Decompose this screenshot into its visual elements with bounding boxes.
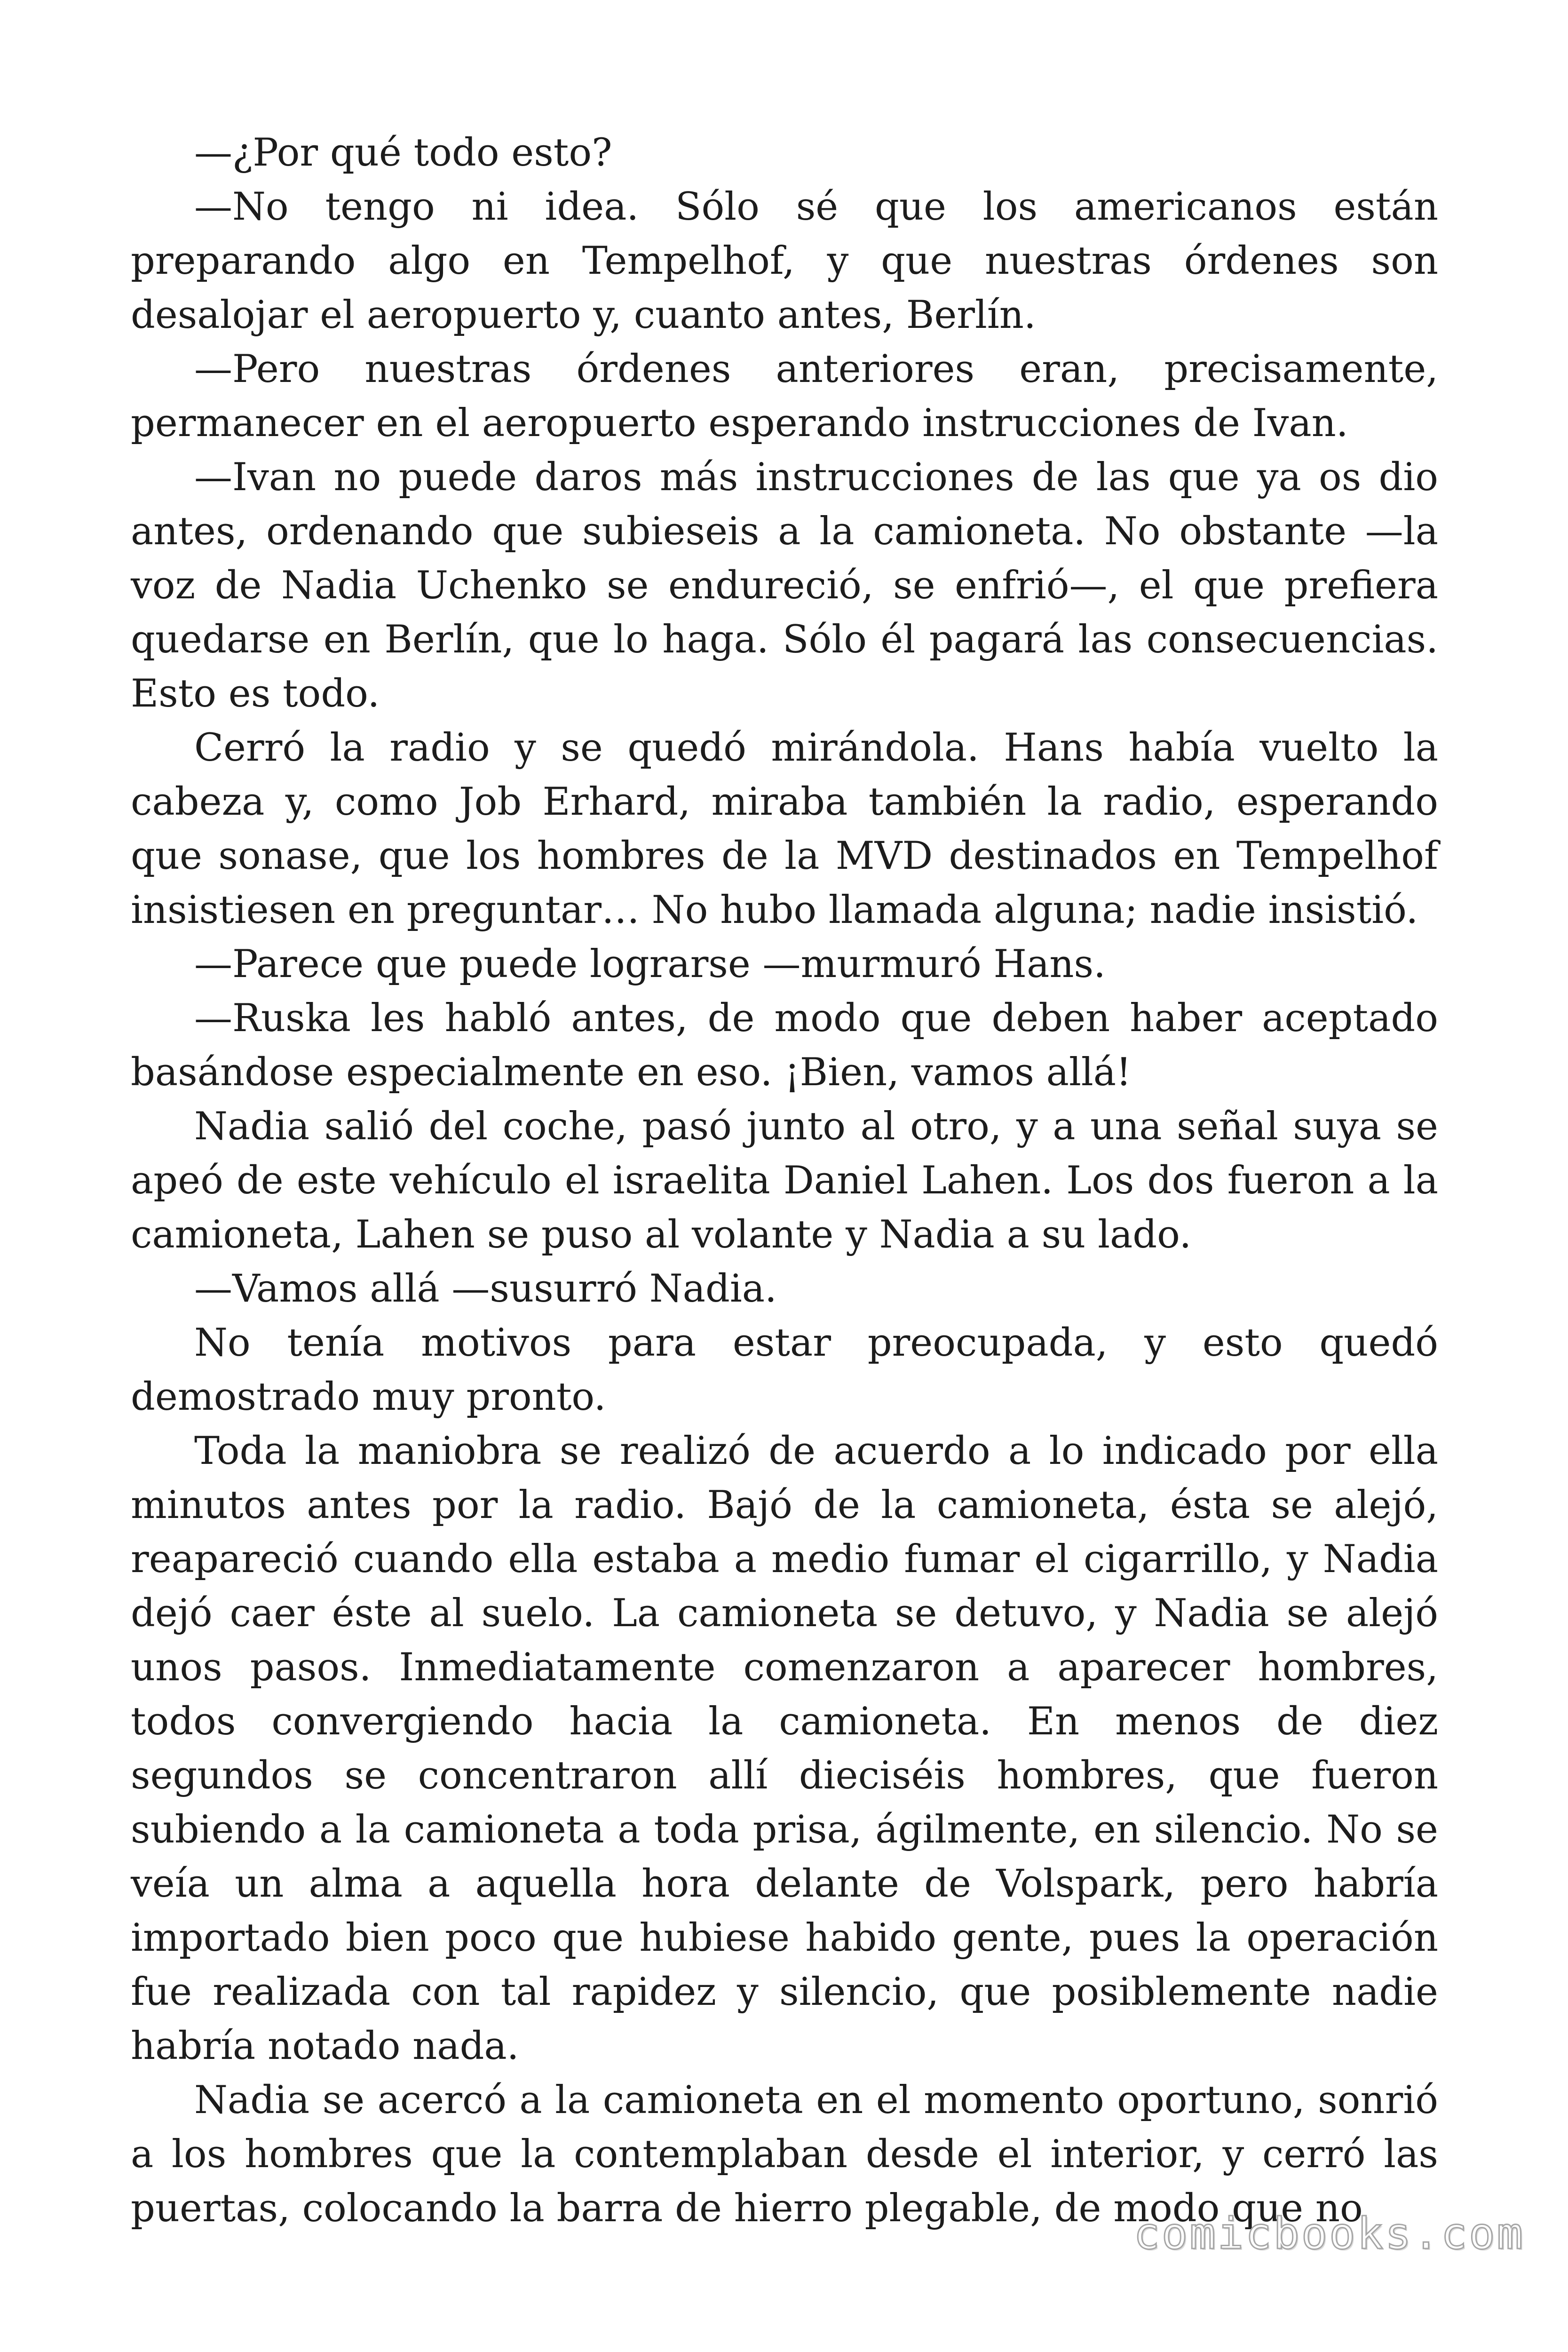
watermark: comicbooks.com	[1133, 2209, 1525, 2259]
paragraph: —Pero nuestras órdenes anteriores eran, precisamente, permanecer en el aeropuerto esperando instrucciones de Ivan.	[131, 347, 1438, 445]
paragraph: —No tengo ni idea. Sólo sé que los americanos están preparando algo en Tempelhof, y que nuestras órdenes son desalojar el aeropuerto y, cuanto antes, Berlín.	[131, 185, 1438, 337]
paragraph: Cerró la radio y se quedó mirándola. Hans había vuelto la cabeza y, como Job Erhard, miraba también la radio, esperando que sonase, que los hombres de la MVD destinados en Tempelhof insistiesen en preguntar… No hubo llamada alguna; nadie insistió.	[131, 726, 1438, 932]
paragraph: Nadia salió del coche, pasó junto al otro, y a una señal suya se apeó de este vehículo el israelita Daniel Lahen. Los dos fueron a la camioneta, Lahen se puso al volante y Nadia a su lado.	[131, 1104, 1438, 1257]
paragraph: —Ruska les habló antes, de modo que deben haber aceptado basándose especialmente en eso. ¡Bien, vamos allá!	[131, 996, 1438, 1095]
paragraph: Nadia se acercó a la camioneta en el momento oportuno, sonrió a los hombres que la contemplaban desde el interior, y cerró las puertas, colocando la barra de hierro plegable, de modo que no	[131, 2078, 1438, 2231]
paragraph: No tenía motivos para estar preocupada, y esto quedó demostrado muy pronto.	[131, 1321, 1438, 1419]
paragraph: —Vamos allá —susurró Nadia.	[194, 1267, 777, 1311]
paragraph: —Parece que puede lograrse —murmuró Hans.	[194, 942, 1106, 986]
paragraph: —Ivan no puede daros más instrucciones de las que ya os dio antes, ordenando que subieseis a la camioneta. No obstante —la voz de Nadia Uchenko se endureció, se enfrió—, el que prefiera quedarse en Berlín, que lo haga. Sólo él pagará las consecuencias. Esto es todo.	[131, 455, 1438, 716]
paragraph: Toda la maniobra se realizó de acuerdo a lo indicado por ella minutos antes por la radio. Bajó de la camioneta, ésta se alejó, reapareció cuando ella estaba a medio fumar el cigarrillo, y Nadia dejó caer éste al suelo. La camioneta se detuvo, y Nadia se alejó unos pasos. Inmediatamente comenzaron a aparecer hombres, todos convergiendo hacia la camioneta. En menos de diez segundos se concentraron allí dieciséis hombres, que fueron subiendo a la camioneta a toda prisa, ágilmente, en silencio. No se veía un alma a aquella hora delante de Volspark, pero habría importado bien poco que hubiese habido gente, pues la operación fue realizada con tal rapidez y silencio, que posiblemente nadie habría notado nada.	[131, 1429, 1438, 2068]
paragraph: —¿Por qué todo esto?	[194, 131, 612, 175]
page-text	[131, 126, 1438, 2236]
